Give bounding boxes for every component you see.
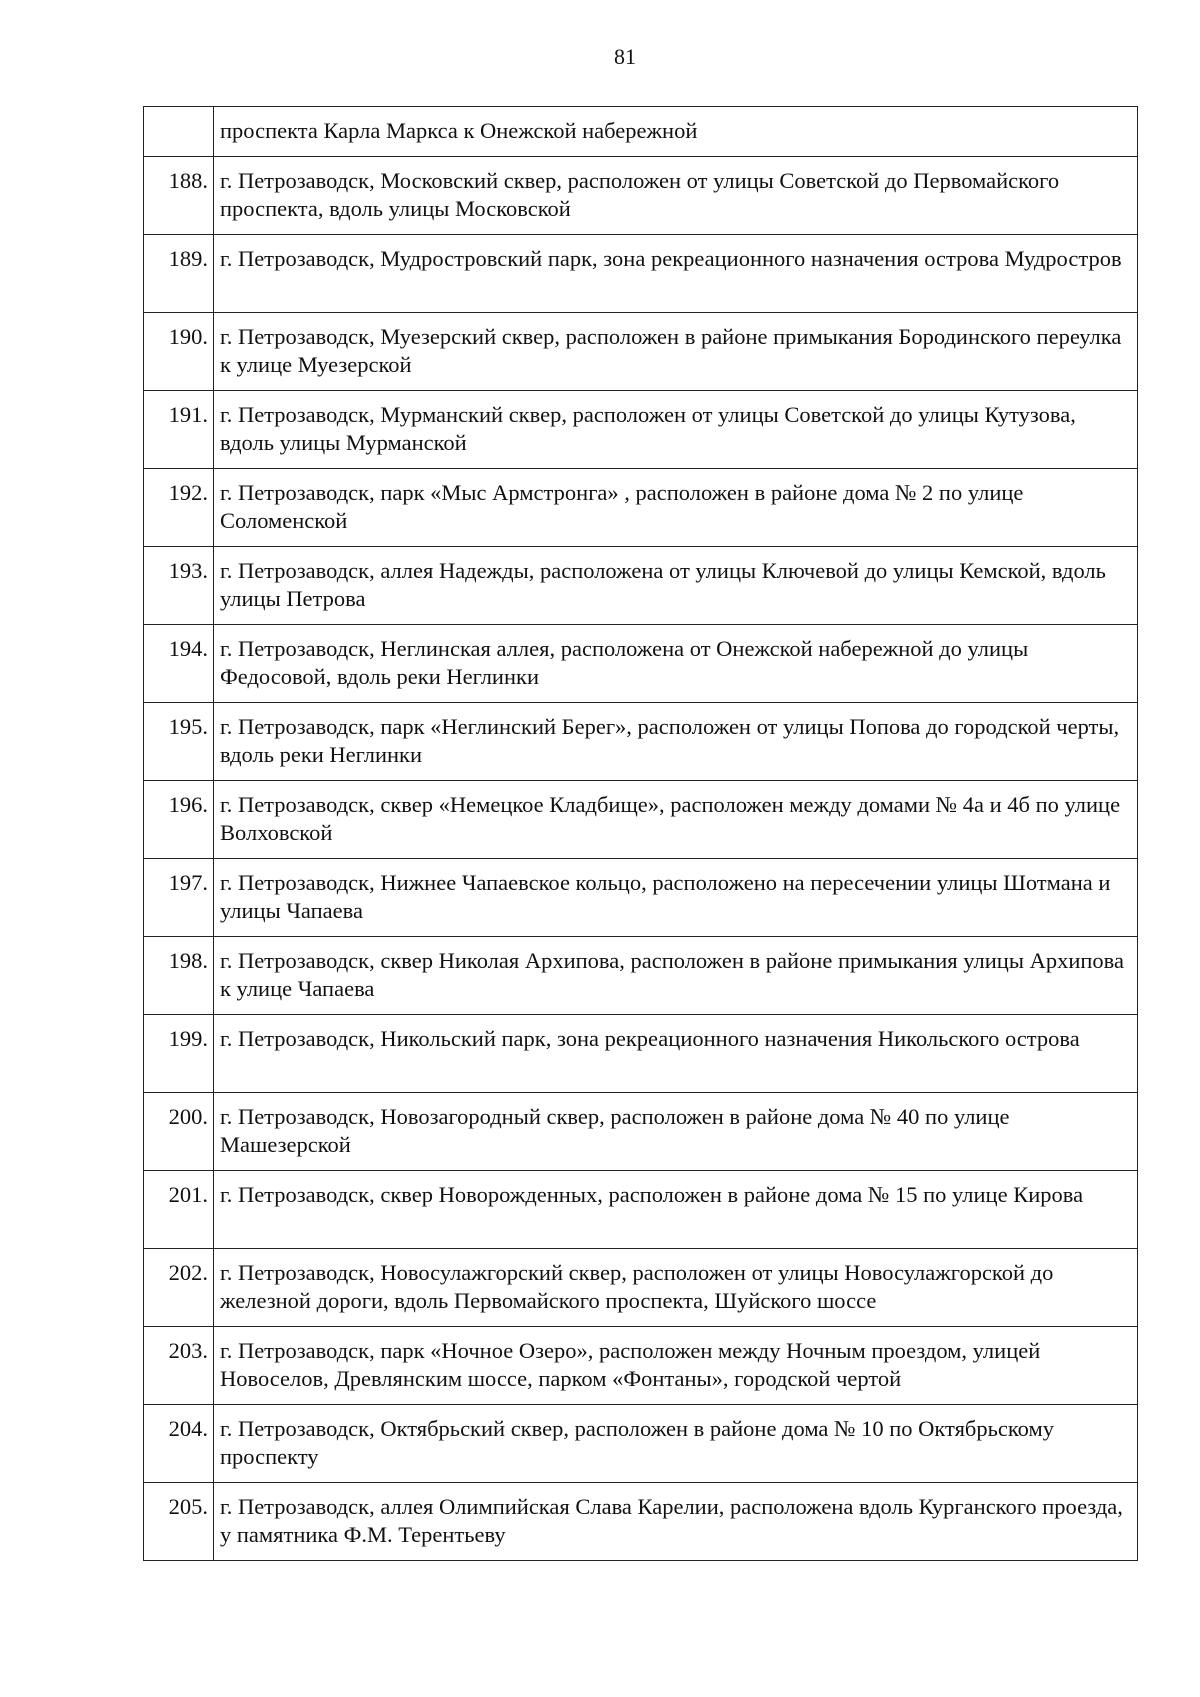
row-description: г. Петрозаводск, Московский сквер, расположен от улицы Советской до Первомайского проспекта, вдоль улицы Московской (214, 157, 1138, 235)
row-number: 205. (144, 1483, 214, 1561)
table-row (144, 1093, 1138, 1171)
row-number: 197. (144, 859, 214, 937)
row-number: 198. (144, 937, 214, 1015)
row-number: 204. (144, 1405, 214, 1483)
table-row (144, 1483, 1138, 1561)
table-row (144, 781, 1138, 859)
row-number: 202. (144, 1249, 214, 1327)
row-number: 203. (144, 1327, 214, 1405)
row-description: г. Петрозаводск, сквер Николая Архипова, расположен в районе примыкания улицы Архипова к улице Чапаева (214, 937, 1138, 1015)
row-number: 189. (144, 235, 214, 313)
table-row (144, 157, 1138, 235)
table-row (144, 1015, 1138, 1093)
row-number: 190. (144, 313, 214, 391)
row-number: 196. (144, 781, 214, 859)
row-number: 200. (144, 1093, 214, 1171)
row-description: г. Петрозаводск, сквер Новорожденных, расположен в районе дома № 15 по улице Кирова (214, 1171, 1138, 1249)
row-number: 201. (144, 1171, 214, 1249)
row-number: 193. (144, 547, 214, 625)
row-description: г. Петрозаводск, Никольский парк, зона рекреационного назначения Никольского острова (214, 1015, 1138, 1093)
table-row (144, 1327, 1138, 1405)
table-row (144, 937, 1138, 1015)
row-number: 199. (144, 1015, 214, 1093)
table-row (144, 547, 1138, 625)
table-row (144, 469, 1138, 547)
table-row (144, 1405, 1138, 1483)
row-number: 194. (144, 625, 214, 703)
page-number: 81 (614, 44, 636, 69)
row-number: 191. (144, 391, 214, 469)
row-description: г. Петрозаводск, Новосулажгорский сквер, расположен от улицы Новосулажгорской до железной дороги, вдоль Первомайского проспекта, Шуйского шоссе (214, 1249, 1138, 1327)
row-description: г. Петрозаводск, Октябрьский сквер, расположен в районе дома № 10 по Октябрьскому проспекту (214, 1405, 1138, 1483)
row-description: г. Петрозаводск, Нижнее Чапаевское кольцо, расположено на пересечении улицы Шотмана и улицы Чапаева (214, 859, 1138, 937)
row-description: г. Петрозаводск, аллея Олимпийская Слава Карелии, расположена вдоль Курганского проезда, у памятника Ф.М. Терентьеву (214, 1483, 1138, 1561)
row-description: г. Петрозаводск, Новозагородный сквер, расположен в районе дома № 40 по улице Машезерской (214, 1093, 1138, 1171)
row-description: г. Петрозаводск, Мудростровский парк, зона рекреационного назначения острова Мудростров (214, 235, 1138, 313)
table-row (144, 235, 1138, 313)
row-number: 192. (144, 469, 214, 547)
registry-table (143, 106, 1138, 1561)
table-row (144, 107, 1138, 157)
table-row (144, 625, 1138, 703)
table-row (144, 391, 1138, 469)
table-row (144, 1249, 1138, 1327)
table-row (144, 313, 1138, 391)
row-number (144, 107, 214, 157)
row-description: г. Петрозаводск, Мурманский сквер, расположен от улицы Советской до улицы Кутузова, вдоль улицы Мурманской (214, 391, 1138, 469)
row-description: проспекта Карла Маркса к Онежской набережной (214, 107, 1138, 157)
row-description: г. Петрозаводск, парк «Мыс Армстронга» , расположен в районе дома № 2 по улице Соломенской (214, 469, 1138, 547)
table-row (144, 859, 1138, 937)
table-row (144, 703, 1138, 781)
row-number: 188. (144, 157, 214, 235)
table-row (144, 1171, 1138, 1249)
row-description: г. Петрозаводск, парк «Ночное Озеро», расположен между Ночным проездом, улицей Новоселов, Древлянским шоссе, парком «Фонтаны», городской чертой (214, 1327, 1138, 1405)
row-description: г. Петрозаводск, аллея Надежды, расположена от улицы Ключевой до улицы Кемской, вдоль улицы Петрова (214, 547, 1138, 625)
row-description: г. Петрозаводск, Неглинская аллея, расположена от Онежской набережной до улицы Федосовой, вдоль реки Неглинки (214, 625, 1138, 703)
row-description: г. Петрозаводск, Муезерский сквер, расположен в районе примыкания Бородинского переулка к улице Муезерской (214, 313, 1138, 391)
row-description: г. Петрозаводск, сквер «Немецкое Кладбище», расположен между домами № 4а и 4б по улице Волховской (214, 781, 1138, 859)
row-number: 195. (144, 703, 214, 781)
row-description: г. Петрозаводск, парк «Неглинский Берег», расположен от улицы Попова до городской черты, вдоль реки Неглинки (214, 703, 1138, 781)
